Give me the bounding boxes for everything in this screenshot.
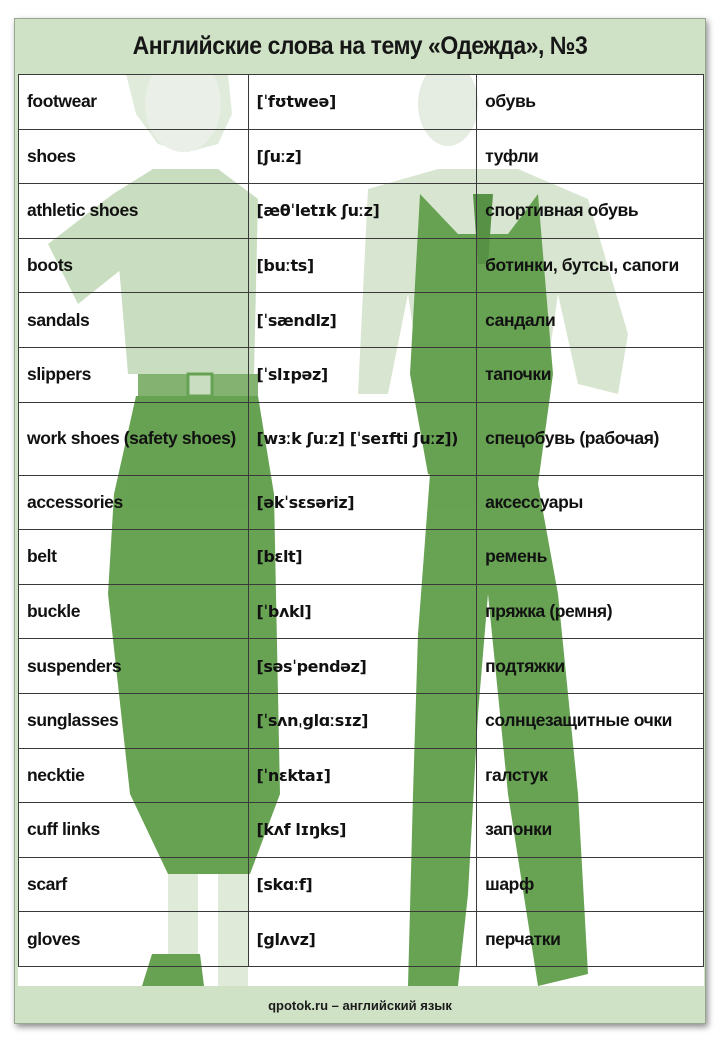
- table-row: [19, 803, 704, 858]
- table-row: [19, 857, 704, 912]
- translation-cell: перчатки: [477, 912, 704, 967]
- translation-cell: ботинки, бутсы, сапоги: [477, 238, 704, 293]
- table-row: [19, 129, 704, 184]
- translation-cell: подтяжки: [477, 639, 704, 694]
- english-word-cell: sunglasses: [19, 693, 249, 748]
- transcription-cell: [wɜːk ʃuːz] [ˈseɪfti ʃuːz]): [248, 402, 477, 475]
- footer-credit: qpotok.ru – английский язык: [268, 997, 452, 1013]
- transcription-cell: [ˈsændlz]: [248, 293, 477, 348]
- translation-cell: солнцезащитные очки: [477, 693, 704, 748]
- table-row: [19, 748, 704, 803]
- english-word-cell: suspenders: [19, 639, 249, 694]
- transcription-cell: [ʃuːz]: [248, 129, 477, 184]
- transcription-cell: [ˈsʌnˌglɑːsɪz]: [248, 693, 477, 748]
- transcription-cell: [ˈfʊtweə]: [248, 75, 477, 130]
- transcription-cell: [səsˈpendəz]: [248, 639, 477, 694]
- table-row: [19, 238, 704, 293]
- transcription-cell: [əkˈsɛsəriz]: [248, 475, 477, 530]
- translation-cell: пряжка (ремня): [477, 584, 704, 639]
- table-row: [19, 912, 704, 967]
- transcription-cell: [ˈnɛktaɪ]: [248, 748, 477, 803]
- english-word-cell: accessories: [19, 475, 249, 530]
- card-title: Английские слова на тему «Одежда», №3: [132, 31, 588, 60]
- table-row: [19, 639, 704, 694]
- english-word-cell: boots: [19, 238, 249, 293]
- transcription-cell: [bɛlt]: [248, 530, 477, 585]
- translation-cell: сандали: [477, 293, 704, 348]
- translation-cell: спецобувь (рабочая): [477, 402, 704, 475]
- transcription-cell: [æθˈletɪk ʃuːz]: [248, 184, 477, 239]
- transcription-cell: [kʌf lɪŋks]: [248, 803, 477, 858]
- translation-cell: галстук: [477, 748, 704, 803]
- table-row: [19, 184, 704, 239]
- english-word-cell: slippers: [19, 347, 249, 402]
- english-word-cell: necktie: [19, 748, 249, 803]
- table-row: [19, 530, 704, 585]
- english-word-cell: sandals: [19, 293, 249, 348]
- table-row: [19, 402, 704, 475]
- table-row: [19, 75, 704, 130]
- transcription-cell: [ˈslɪpəz]: [248, 347, 477, 402]
- vocabulary-table: [18, 74, 704, 967]
- transcription-cell: [buːts]: [248, 238, 477, 293]
- translation-cell: аксессуары: [477, 475, 704, 530]
- english-word-cell: athletic shoes: [19, 184, 249, 239]
- english-word-cell: gloves: [19, 912, 249, 967]
- translation-cell: обувь: [477, 75, 704, 130]
- english-word-cell: scarf: [19, 857, 249, 912]
- transcription-cell: [ˈbʌkl]: [248, 584, 477, 639]
- transcription-cell: [skɑːf]: [248, 857, 477, 912]
- translation-cell: шарф: [477, 857, 704, 912]
- english-word-cell: work shoes (safety shoes): [19, 402, 249, 475]
- vocabulary-card: [14, 18, 706, 1024]
- table-row: [19, 293, 704, 348]
- translation-cell: тапочки: [477, 347, 704, 402]
- translation-cell: запонки: [477, 803, 704, 858]
- table-area: [18, 74, 704, 986]
- translation-cell: туфли: [477, 129, 704, 184]
- english-word-cell: shoes: [19, 129, 249, 184]
- english-word-cell: cuff links: [19, 803, 249, 858]
- table-row: [19, 347, 704, 402]
- table-row: [19, 693, 704, 748]
- transcription-cell: [glʌvz]: [248, 912, 477, 967]
- english-word-cell: footwear: [19, 75, 249, 130]
- translation-cell: ремень: [477, 530, 704, 585]
- table-row: [19, 584, 704, 639]
- english-word-cell: buckle: [19, 584, 249, 639]
- english-word-cell: belt: [19, 530, 249, 585]
- translation-cell: спортивная обувь: [477, 184, 704, 239]
- table-row: [19, 475, 704, 530]
